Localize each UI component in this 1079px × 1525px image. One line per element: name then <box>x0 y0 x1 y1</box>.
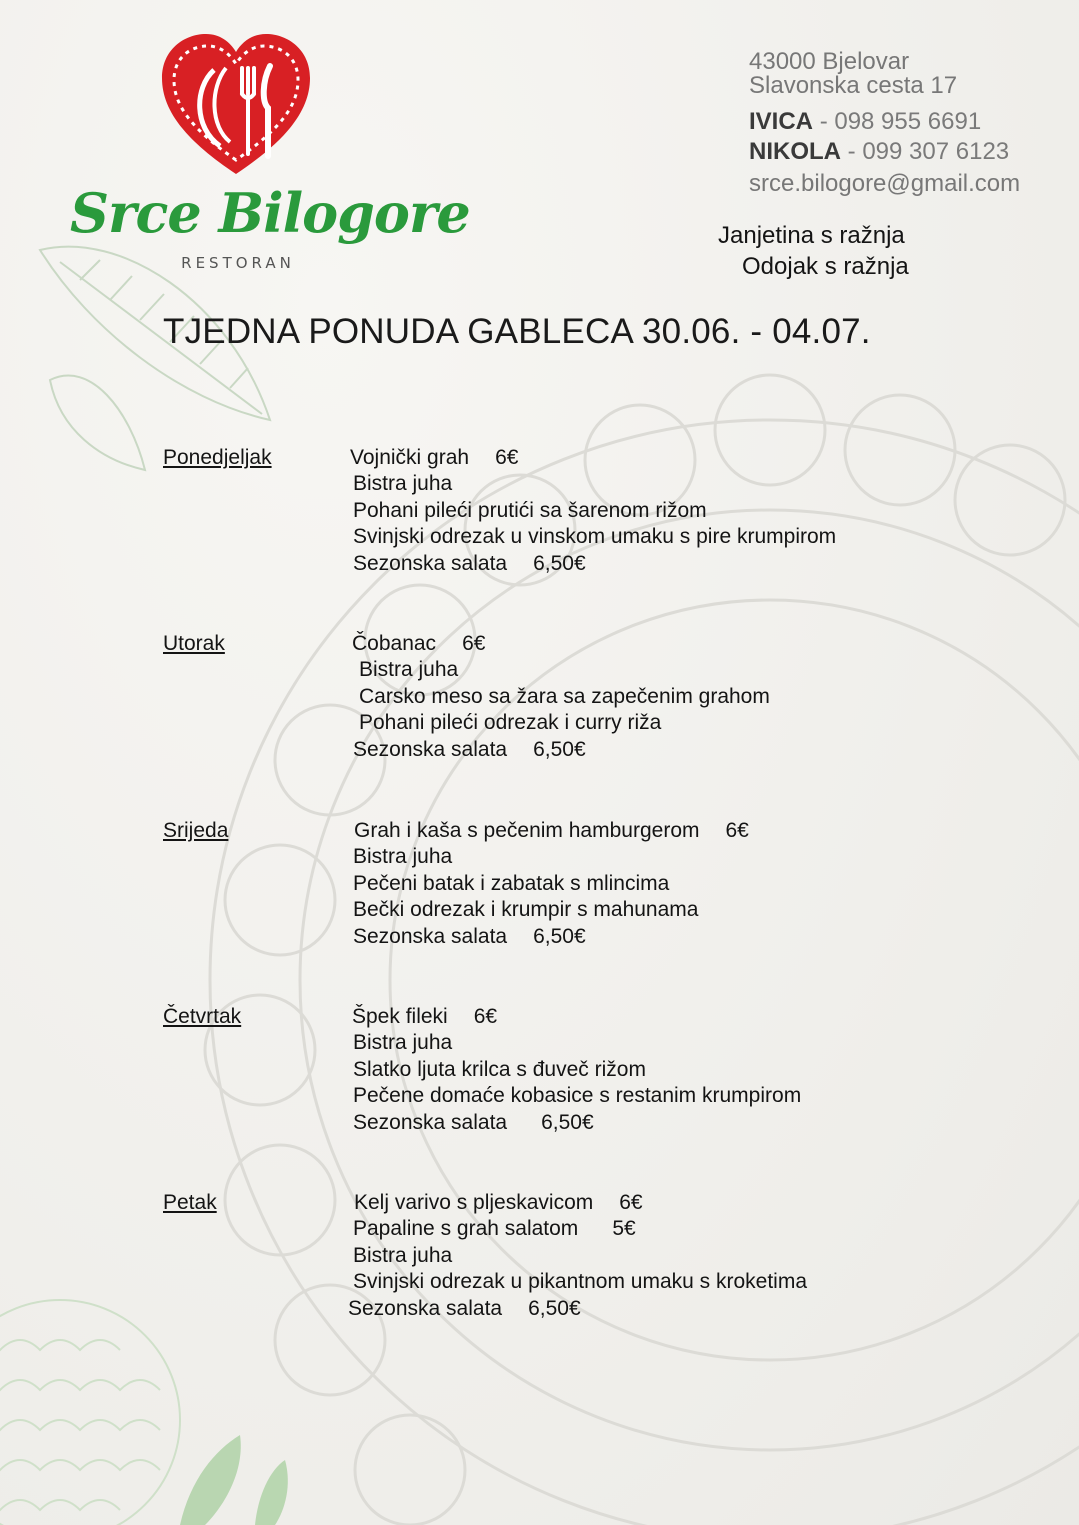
dish-name: Bistra juha <box>353 1031 453 1054</box>
dish-price: 6€ <box>462 632 486 655</box>
menu-item <box>354 819 749 843</box>
email: srce.bilogore@gmail.com <box>749 170 1021 197</box>
dish-price: 6€ <box>473 1005 498 1028</box>
menu-item <box>353 925 586 949</box>
menu-item <box>350 446 518 470</box>
dish-name: Bistra juha <box>353 472 453 495</box>
dish-name: Pohani pileći odrezak i curry riža <box>359 711 662 734</box>
dish-price: 6,50€ <box>541 1111 594 1134</box>
address-city: 43000 Bjelovar <box>749 48 910 75</box>
page-title: TJEDNA PONUDA GABLECA 30.06. - 04.07. <box>163 312 871 351</box>
day-label-tuesday: Utorak <box>163 632 225 655</box>
dish-name: Kelj varivo s pljeskavicom <box>354 1191 594 1214</box>
dish-name: Bečki odrezak i krumpir s mahunama <box>353 898 699 921</box>
phone-name: NIKOLA <box>749 138 841 165</box>
special-lamb: Janjetina s ražnja <box>718 222 905 249</box>
day-label-thursday: Četvrtak <box>163 1005 242 1028</box>
menu-item <box>353 499 707 523</box>
dish-name: Svinjski odrezak u vinskom umaku s pire krumpirom <box>353 525 837 548</box>
menu-item <box>353 1111 594 1135</box>
dish-name: Vojnički grah <box>350 446 470 469</box>
day-label-wednesday: Srijeda <box>163 819 229 842</box>
special-piglet: Odojak s ražnja <box>742 253 909 280</box>
restaurant-logo <box>70 32 470 282</box>
dish-price: 6,50€ <box>533 738 586 761</box>
menu-item <box>353 1031 452 1055</box>
phone-name: IVICA <box>749 108 814 135</box>
menu-item <box>353 872 669 896</box>
menu-item <box>353 1084 801 1108</box>
dish-price: 6€ <box>725 819 749 842</box>
brand-name: Srce Bilogore <box>70 181 470 245</box>
menu-item <box>353 845 452 869</box>
menu-item <box>352 632 485 656</box>
dish-name: Sezonska salata <box>353 738 508 761</box>
menu-item <box>353 1270 807 1294</box>
dish-name: Pečene domaće kobasice s restanim krumpirom <box>353 1084 802 1107</box>
menu-item <box>353 472 452 496</box>
menu-item <box>353 1058 646 1082</box>
menu-item <box>359 685 770 709</box>
menu-item <box>353 525 836 549</box>
dish-name: Bistra juha <box>353 845 453 868</box>
address-street: Slavonska cesta 17 <box>749 72 958 99</box>
dish-price: 6,50€ <box>533 552 586 575</box>
dish-price: 6€ <box>619 1191 643 1214</box>
dish-name: Bistra juha <box>359 658 459 681</box>
dish-name: Sezonska salata <box>353 552 508 575</box>
dish-name: Slatko ljuta krilca s đuveč rižom <box>353 1058 646 1081</box>
dish-name: Čobanac <box>352 632 437 655</box>
contact-block <box>749 50 1069 196</box>
dish-name: Sezonska salata <box>353 925 508 948</box>
phone-ivica <box>749 110 1069 140</box>
menu-item <box>353 1217 636 1241</box>
dish-name: Špek fileki <box>352 1005 448 1028</box>
phone-number: - 098 955 6691 <box>819 108 982 135</box>
dish-price: 5€ <box>612 1217 636 1240</box>
dish-name: Carsko meso sa žara sa zapečenim grahom <box>359 685 770 708</box>
menu-item <box>353 898 698 922</box>
menu-item <box>359 658 458 682</box>
menu-item <box>354 1191 643 1215</box>
dish-name: Svinjski odrezak u pikantnom umaku s kroketima <box>353 1270 808 1293</box>
menu-item <box>352 1005 497 1029</box>
phone-number: - 099 307 6123 <box>847 138 1010 165</box>
day-label-friday: Petak <box>163 1191 217 1214</box>
menu-item <box>353 1244 452 1268</box>
dish-name: Sezonska salata <box>348 1297 503 1320</box>
brand-subtitle: RESTORAN <box>181 254 295 272</box>
menu-item <box>348 1297 581 1321</box>
dish-name: Pohani pileći prutići sa šarenom rižom <box>353 499 707 522</box>
dish-price: 6€ <box>495 446 519 469</box>
dish-name: Sezonska salata <box>353 1111 508 1134</box>
heart-plate-cutlery-icon <box>158 32 314 182</box>
dish-name: Pečeni batak i zabatak s mlincima <box>353 872 670 895</box>
dish-name: Papaline s grah salatom <box>353 1217 579 1240</box>
dish-price: 6,50€ <box>528 1297 581 1320</box>
dish-name: Bistra juha <box>353 1244 453 1267</box>
phone-nikola <box>749 140 1069 170</box>
menu-item <box>353 738 586 762</box>
day-label-monday: Ponedjeljak <box>163 446 272 469</box>
menu-item <box>353 552 586 576</box>
menu-item <box>359 711 661 735</box>
dish-name: Grah i kaša s pečenim hamburgerom <box>354 819 700 842</box>
dish-price: 6,50€ <box>533 925 586 948</box>
